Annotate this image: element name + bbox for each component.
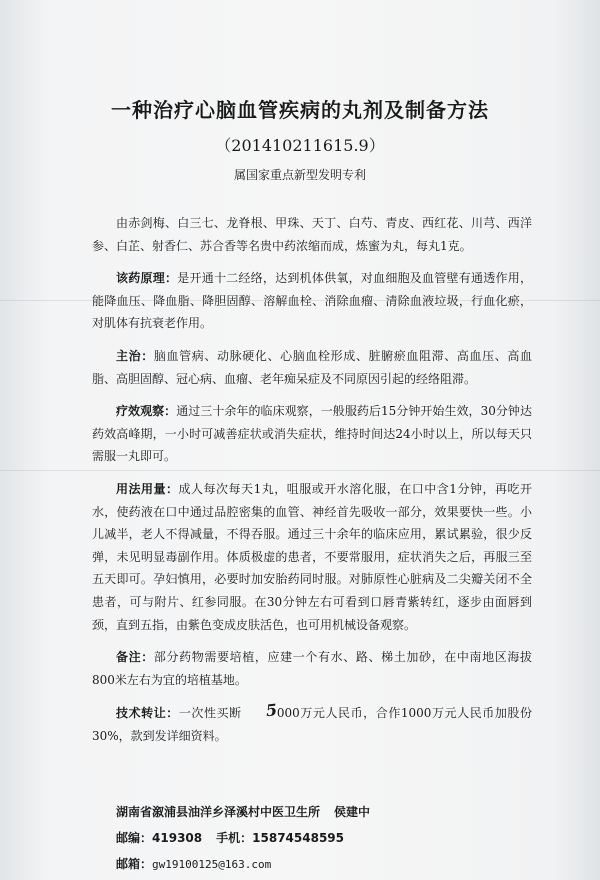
principle-text: 是开通十二经络，达到机体供氧，对血细胞及血管壁有通透作用，能降血压、降血脂、降胆固醇、溶解血栓、消除血瘤、清除血液垃圾，行血化瘀，对肌体有抗衰老作用。 [92,271,532,331]
effect-paragraph [92,400,532,468]
note-label: 备注： [116,650,154,665]
principle-label: 该药原理： [116,271,178,286]
contact-email-row [116,851,556,878]
phone-label: 手机： [216,831,253,845]
email-value: gw19100125@163.com [152,858,272,871]
note-text: 部分药物需要培植，应建一个有水、路、梯土加砂，在中南地区海拔800米左右为宜的培植基地。 [92,650,532,687]
transfer-paragraph [92,701,532,747]
indication-text: 脑血管病、动脉硬化、心脑血栓形成、脏腑瘀血阻滞、高血压、高血脂、高胆固醇、冠心病、血瘤、老年痴呆症及不同原因引起的经络阻滞。 [92,348,532,386]
effect-label: 疗效观察： [116,404,177,419]
handwritten-digit: 5 [264,700,278,721]
usage-text: 成人每次每天1丸，咀服或开水溶化服，在口中含1分钟，再吃开水，使药液在口中通过品腔密集的血管、神经首先吸收一部分，效果要快一些。小儿减半，老人不得减量，不得吞服。通过三十余年的临床应用，累试累验，很少反弹，未见明显毒副作用。体质极虚的患者，不要常服用，症状消失之后，再服三至五天即可。孕妇慎用，必要时加安胎药同时服。对肺原性心脏病及二尖瓣关闭不全患者，可与附片、红参同服。在30分钟左右可看到口唇青紫转红，逐步由面唇到颈，直到五指，由紫色变成皮肤活色，也可用机械设备观察。 [92,481,532,632]
postcode-label: 邮编： [116,831,153,845]
indication-paragraph [92,345,532,390]
patent-number: （201410211615.9） [215,136,385,155]
document-body [92,212,532,757]
contact-org: 湖南省溆浦县油洋乡泽溪村中医卫生所 [116,805,321,819]
contact-postcode-row [116,825,556,851]
transfer-text-1: 一次性买断 [178,706,242,721]
contact-block [116,799,556,878]
principle-paragraph [92,267,532,335]
usage-label: 用法用量： [116,481,179,496]
effect-text: 通过三十余年的临床观察，一般服药后15分钟开始生效，30分钟达药效高峰期，一小时可减善症状或消失症状，维持时间达24小时以上，所以每天只需服一丸即可。 [92,404,532,464]
document-subtitle: 属国家重点新型发明专利 [233,168,366,182]
intro-paragraph: 由赤剑梅、白三七、龙脊根、甲珠、天丁、白芍、青皮、西红花、川芎、西洋参、白芷、射香仁、苏合香等名贵中药浓缩而成，炼蜜为丸，每丸1克。 [92,216,532,253]
transfer-label: 技术转让： [116,706,179,721]
contact-person: 侯建中 [334,805,371,819]
document-title: 一种治疗心脑血管疾病的丸剂及制备方法 [111,98,489,122]
postcode-value: 419308 [152,831,203,845]
note-paragraph [92,646,532,691]
contact-org-row [116,799,556,825]
usage-paragraph [92,478,532,636]
indication-label: 主治： [116,348,154,363]
phone-value: 15874548595 [252,831,344,845]
email-label: 邮箱： [116,857,153,871]
transfer-text-2: 000万元人民币，合作1000万元人民币加股份30%，款到发详细资料。 [92,706,532,743]
